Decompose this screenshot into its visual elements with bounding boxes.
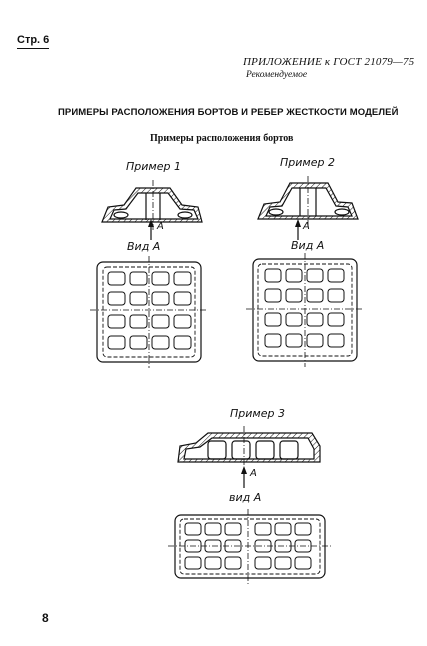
- example-1-view-label: Вид А: [127, 240, 161, 253]
- example-2-arrow-label: А: [303, 221, 310, 232]
- example-3-caption: Пример 3: [230, 407, 285, 420]
- example-3-view-label: вид А: [229, 491, 262, 504]
- appendix-subtitle: Рекомендуемое: [246, 70, 308, 80]
- example-3-arrow-label: А: [250, 468, 257, 479]
- example-3-plan-view: [168, 509, 332, 584]
- example-2-plan-view: [246, 253, 364, 367]
- example-2-view-arrow: [295, 219, 301, 240]
- example-3-view-arrow: [241, 466, 247, 488]
- example-1-arrow-label: А: [157, 221, 164, 232]
- example-1-plan-view: [90, 256, 208, 368]
- section-subheading: Примеры расположения бортов: [150, 133, 294, 144]
- appendix-title: ПРИЛОЖЕНИЕ к ГОСТ 21079—75: [243, 56, 415, 68]
- example-3-section-drawing: [178, 426, 320, 470]
- example-2-view-label: Вид А: [291, 239, 325, 252]
- example-2-caption: Пример 2: [280, 156, 335, 169]
- page-number: 8: [42, 611, 49, 625]
- section-heading: ПРИМЕРЫ РАСПОЛОЖЕНИЯ БОРТОВ И РЕБЕР ЖЕСТКОСТИ МОДЕЛЕЙ: [58, 107, 399, 118]
- page-label: Стр. 6: [17, 34, 49, 49]
- example-1-caption: Пример 1: [126, 160, 181, 173]
